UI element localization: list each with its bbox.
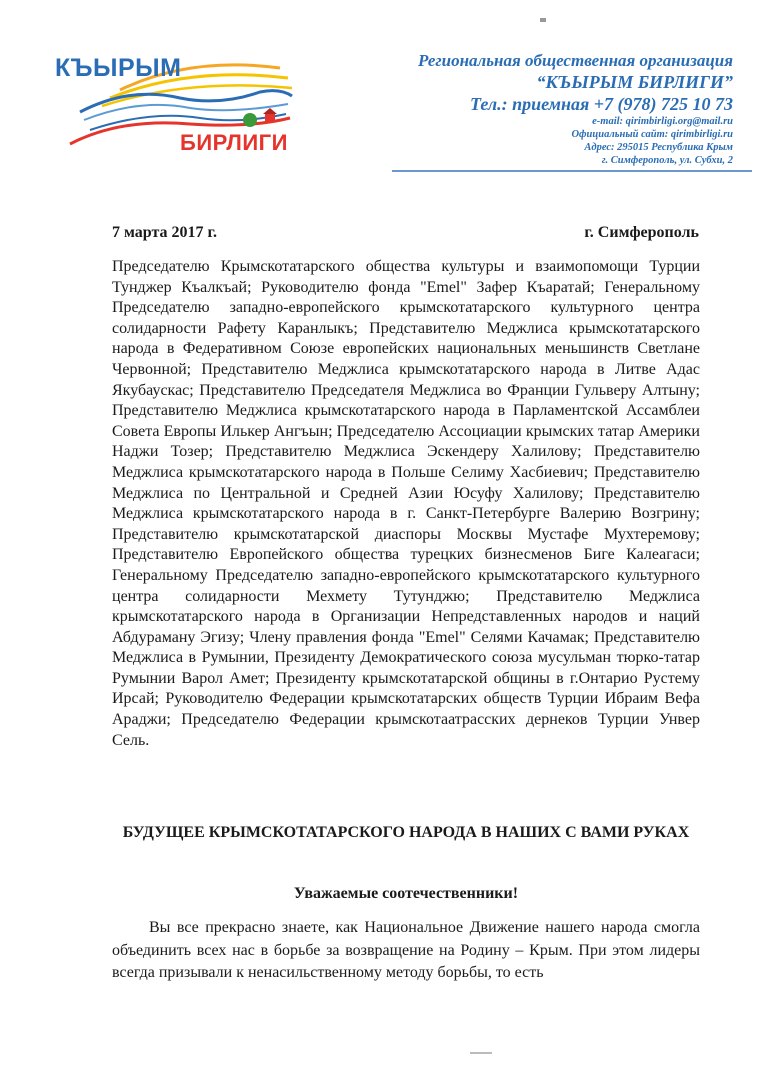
org-type: Региональная общественная организация	[418, 51, 733, 70]
organization-logo	[50, 48, 310, 166]
organization-header	[313, 50, 733, 167]
org-name: “КЪЫРЫМ БИРЛИГИ”	[536, 72, 733, 92]
org-email: e-mail: qirimbirligi.org@mail.ru	[592, 116, 733, 127]
org-phone: Тел.: приемная +7 (978) 725 10 73	[469, 94, 733, 114]
logo-text-top: КЪЫРЫМ	[55, 54, 182, 82]
letter-title: БУДУЩЕЕ КРЫМСКОТАТАРСКОГО НАРОДА В НАШИХ С ВАМИ РУКАХ	[122, 824, 690, 841]
letter-city: г. Симферополь	[584, 224, 699, 241]
scan-speck	[470, 1052, 492, 1054]
org-address-line2: г. Симферополь, ул. Субхи, 2	[601, 155, 733, 166]
letter-date: 7 марта 2017 г.	[112, 224, 217, 241]
org-address-line1: Адрес: 295015 Республика Крым	[584, 142, 733, 153]
addressee-list: Председателю Крымскотатарского общества культуры и взаимопомощи Турции Тунджер Къалкъай; Руководителю фонда "Emel" Зафер Къаратай; Генеральному Председателю западно-европейского крымскотатарского культурного центра солидарности Рафету Каранлыкъ; Представителю Меджлиса крымскотатарского народа в Федеративном Союзе европейских национальных меньшинств Светлане Червонной; Представителю Меджлиса крымскотатарского народа в Литве Адас Якубаускас; Представителю Председателя Меджлиса во Франции Гульверу Алтыну; Представителю Меджлиса крымскотатарского народа в Парламентской Ассамблеи Совета Европы Илькер Ангъын; Председателю Ассоциации крымских татар Америки Наджи Тозер; Представителю Меджлиса Эскендеру Халилову; Представителю Меджлиса крымскотатарского народа в Польше Селиму Хасбиевич; Представителю Меджлиса по Центральной и Средней Азии Юсуфу Халилову; Представителю Меджлиса крымскотатарского народа в г. Санкт-Петербурге Валерию Возгрину; Представителю крымскотатарской диаспоры Москвы Мустафе Мухтеремову; Представителю Европейского общества турецких бизнесменов Биге Калеагаси; Генеральному Председателю западно-европейского крымскотатарского культурного центра солидарности Мехмету Тутунджю; Представителю Меджлиса крымскотатарского народа в Организации Непредставленных народов и наций Абдураману Эгизу; Члену правления фонда "Emel" Селями Качамак; Представителю Меджлиса в Румынии, Президенту Демократического союза мусульман тюрко-татар Румынии Варол Амет; Президенту крымскотатарской общины в г.Онтарио Рустему Ирсай; Руководителю Федерации крымскотатарских обществ Турции Ибраим Вефа Араджи; Председателю Федерации крымскотаатрасских дернеков Турции Унвер Сель.	[112, 258, 700, 749]
letter-body: Вы все прекрасно знаете, как Национальное Движение нашего народа смогла объединить всех нас в борьбе за возвращение на Родину – Крым. При этом лидеры всегда призывали к ненасильственному методу борьбы, то есть	[112, 919, 700, 981]
scan-speck	[540, 18, 546, 22]
logo-text-bottom: БИРЛИГИ	[180, 130, 288, 155]
letter-greeting: Уважаемые соотечественники!	[293, 885, 519, 902]
org-site: Официальный сайт: qirimbirligi.ru	[571, 129, 733, 140]
header-divider	[392, 170, 752, 172]
